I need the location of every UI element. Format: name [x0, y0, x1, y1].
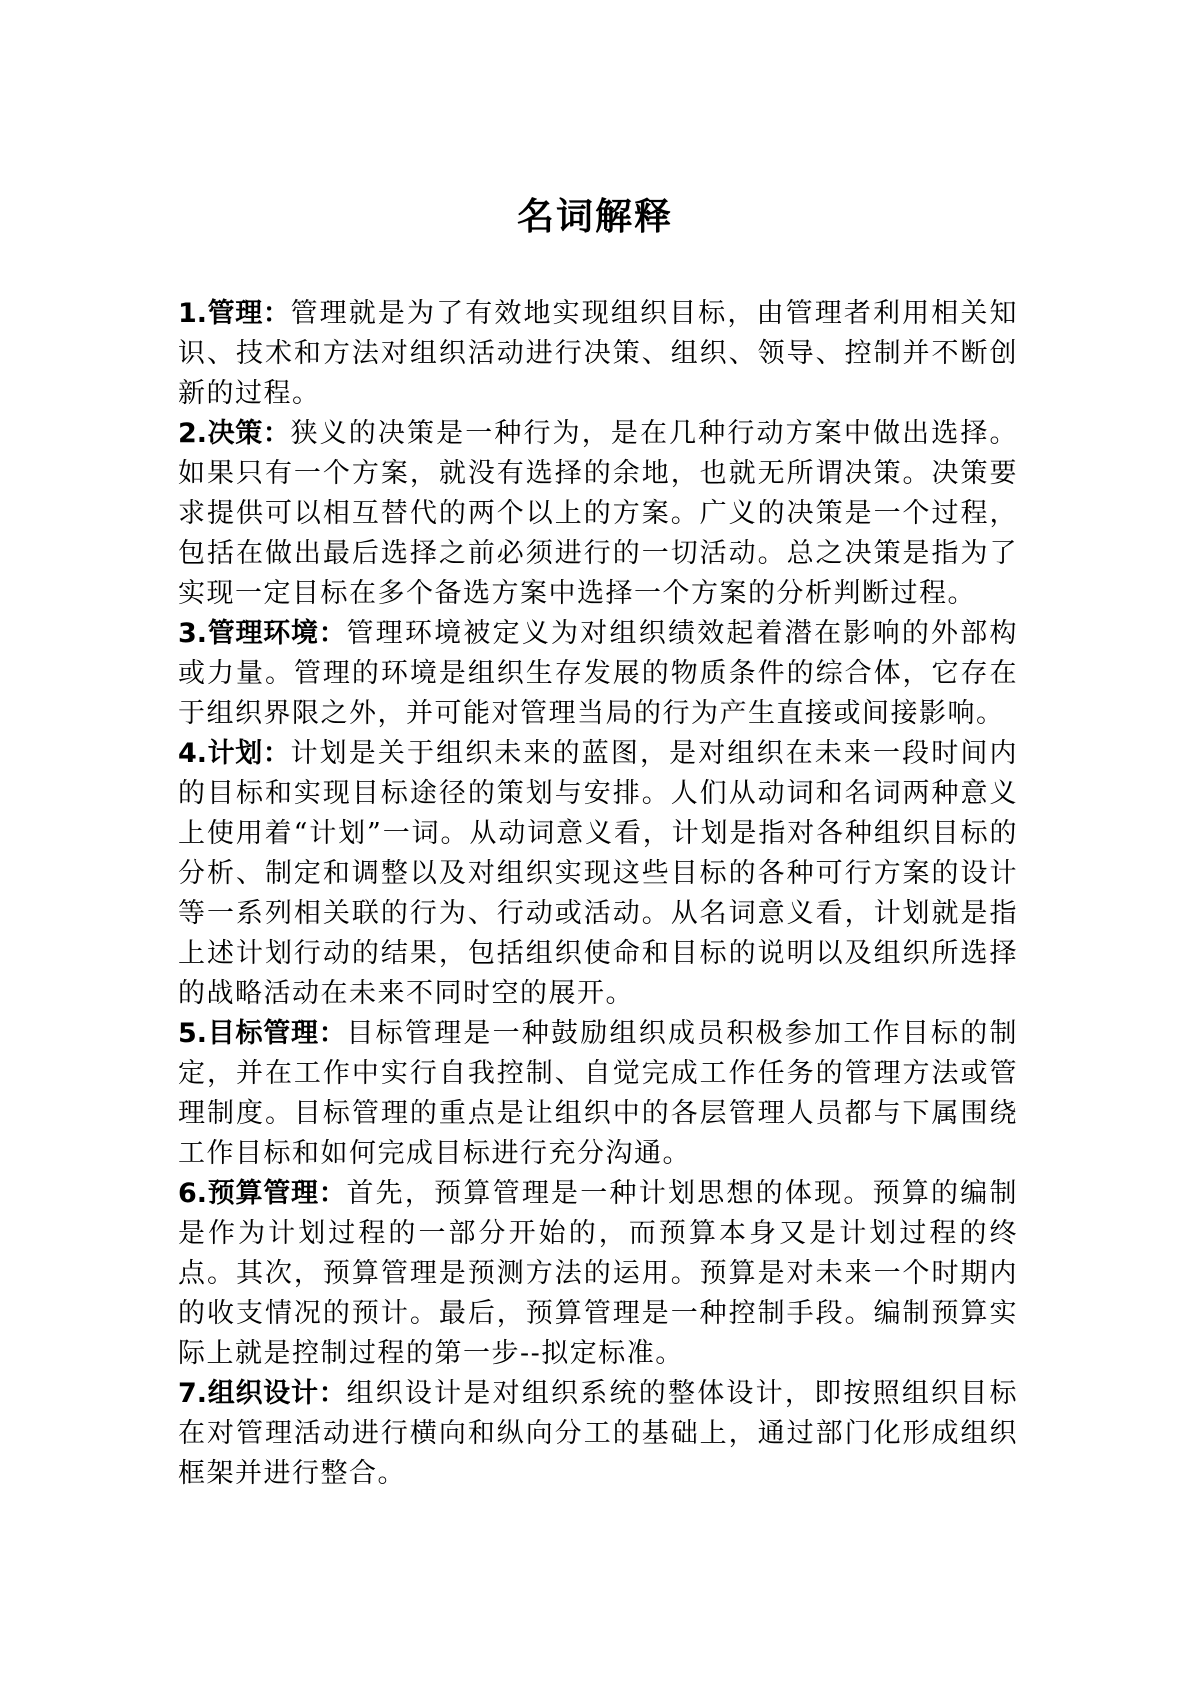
term-label: 6.预算管理： — [178, 1178, 347, 1209]
term-definition: 目标管理是一种鼓励组织成员积极参加工作目标的制定，并在工作中实行自我控制、自觉完成工作任务的管理方法或管理制度。目标管理的重点是让组织中的各层管理人员都与下属围绕工作目标和如何完成目标进行充分沟通。 — [178, 1018, 1019, 1169]
term-objective-management — [178, 1014, 1018, 1174]
term-label: 5.目标管理： — [178, 1018, 347, 1049]
term-definition: 管理环境被定义为对组织绩效起着潜在影响的外部构或力量。管理的环境是组织生存发展的物质条件的综合体，它存在于组织界限之外，并可能对管理当局的行为产生直接或间接影响。 — [178, 618, 1019, 729]
term-decision — [178, 414, 1018, 614]
page-title: 名词解释 — [517, 193, 673, 238]
term-label: 3.管理环境： — [178, 618, 347, 649]
term-definition: 狭义的决策是一种行为，是在几种行动方案中做出选择。如果只有一个方案，就没有选择的余地，也就无所谓决策。决策要求提供可以相互替代的两个以上的方案。广义的决策是一个过程，包括在做出最后选择之前必须进行的一切活动。总之决策是指为了实现一定目标在多个备选方案中选择一个方案的分析判断过程。 — [178, 418, 1019, 609]
term-organization-design — [178, 1374, 1018, 1494]
term-management-environment — [178, 614, 1018, 734]
term-definition: 组织设计是对组织系统的整体设计，即按照组织目标在对管理活动进行横向和纵向分工的基础上，通过部门化形成组织框架并进行整合。 — [178, 1378, 1019, 1489]
term-list — [178, 294, 1018, 1494]
term-definition: 计划是关于组织未来的蓝图，是对组织在未来一段时间内的目标和实现目标途径的策划与安排。人们从动词和名词两种意义上使用着“计划”一词。从动词意义看，计划是指对各种组织目标的分析、制定和调整以及对组织实现这些目标的各种可行方案的设计等一系列相关联的行为、行动或活动。从名词意义看，计划就是指上述计划行动的结果，包括组织使命和目标的说明以及组织所选择的战略活动在未来不同时空的展开。 — [178, 738, 1019, 1009]
term-label: 7.组织设计： — [178, 1378, 347, 1409]
term-label: 1.管理： — [178, 298, 291, 329]
term-budget-management — [178, 1174, 1018, 1374]
term-definition: 管理就是为了有效地实现组织目标，由管理者利用相关知识、技术和方法对组织活动进行决策、组织、领导、控制并不断创新的过程。 — [178, 298, 1019, 409]
term-label: 4.计划： — [178, 738, 291, 769]
term-management — [178, 294, 1018, 414]
term-label: 2.决策： — [178, 418, 291, 449]
term-plan — [178, 734, 1018, 1014]
term-definition: 首先，预算管理是一种计划思想的体现。预算的编制是作为计划过程的一部分开始的，而预算本身又是计划过程的终点。其次，预算管理是预测方法的运用。预算是对未来一个时期内的收支情况的预计。最后，预算管理是一种控制手段。编制预算实际上就是控制过程的第一步--拟定标准。 — [178, 1178, 1019, 1369]
